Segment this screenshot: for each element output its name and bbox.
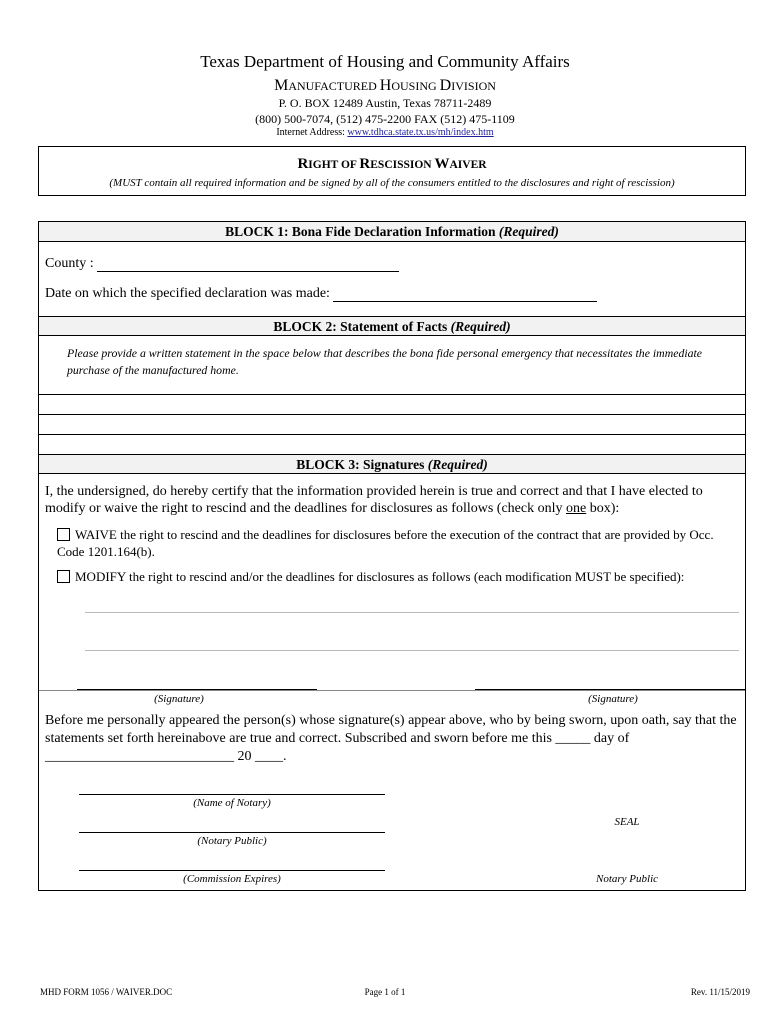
mailing-address: P. O. BOX 12489 Austin, Texas 78711-2489 (278, 96, 492, 110)
page-number: Page 1 of 1 (364, 987, 406, 997)
phone-numbers: (800) 500-7074, (512) 475-2200 FAX (512) 475-1109 (255, 112, 515, 126)
declaration-date-field[interactable] (333, 287, 597, 302)
statement-line-2[interactable] (39, 414, 745, 415)
block2-heading: BLOCK 2: Statement of Facts (Required) (39, 316, 745, 336)
block1-heading: BLOCK 1: Bona Fide Declaration Information (Required) (39, 222, 745, 242)
notary-public-label: (Notary Public) (197, 835, 267, 847)
form-title-box (38, 146, 746, 196)
notary-statement: Before me personally appeared the person(s) whose signature(s) appear above, who by being sworn, upon oath, say that the statements set forth hereinabove are true and correct. Subscribed and sworn before me this _____ day of ___________________________ 20 ____. (45, 713, 737, 764)
certification-statement: I, the undersigned, do hereby certify that the information provided herein is true and correct and that I have elected to modify or waive the right to rescind and the deadlines for disclosures as follows (check only one box): (45, 484, 703, 516)
modify-label: MODIFY the right to rescind and/or the deadlines for disclosures as follows (each modification MUST be specified): (75, 569, 685, 584)
statement-instructions: Please provide a written statement in the space below that describes the bona fide personal emergency that necessitates the immediate purchase of the manufactured home. (67, 346, 703, 377)
form-id: MHD FORM 1056 / WAIVER.DOC (40, 987, 173, 997)
modify-checkbox[interactable] (57, 570, 70, 583)
website-link[interactable]: www.tdhca.state.tx.us/mh/index.htm (347, 127, 494, 138)
notary-name-line[interactable] (79, 794, 385, 795)
declaration-date-row (45, 286, 597, 302)
signature-label-2: (Signature) (588, 693, 638, 705)
seal-label: SEAL (614, 816, 640, 828)
internet-label: Internet Address: (276, 127, 345, 138)
commission-expires-label: (Commission Expires) (183, 873, 281, 885)
waive-label: WAIVE the right to rescind and the deadlines for disclosures before the execution of the contract that are provided by Occ. Code 1201.164(b). (57, 527, 714, 559)
statement-line-1[interactable] (39, 394, 745, 395)
form-instructions: (MUST contain all required information and be signed by all of the consumers entitled to the disclosures and right of rescission) (109, 177, 675, 189)
revision-date: Rev. 11/15/2019 (690, 987, 750, 997)
commission-expires-line[interactable] (79, 870, 385, 871)
internet-address (0, 127, 770, 138)
block3-heading: BLOCK 3: Signatures (Required) (39, 454, 745, 474)
county-field[interactable] (97, 257, 399, 272)
signature-label-1: (Signature) (154, 693, 204, 705)
signature-divider (39, 690, 745, 691)
declaration-date-label: Date on which the specified declaration was made: (45, 286, 330, 301)
modification-line-2[interactable] (85, 650, 739, 651)
notary-signature-line[interactable] (79, 832, 385, 833)
waive-option (57, 526, 743, 560)
notary-public-seal-label: Notary Public (595, 873, 659, 885)
county-label: County : (45, 256, 94, 271)
modify-option (57, 568, 743, 585)
name-of-notary-label: (Name of Notary) (193, 797, 271, 809)
modification-line-1[interactable] (85, 612, 739, 613)
form-body (38, 221, 746, 891)
division-title: MANUFACTURED HOUSING DIVISION (274, 77, 496, 94)
form-title: RIGHT OF RESCISSION WAIVER (297, 156, 487, 172)
statement-line-3[interactable] (39, 434, 745, 435)
county-row (45, 256, 399, 272)
waive-checkbox[interactable] (57, 528, 70, 541)
agency-title: Texas Department of Housing and Community Affairs (200, 52, 570, 71)
